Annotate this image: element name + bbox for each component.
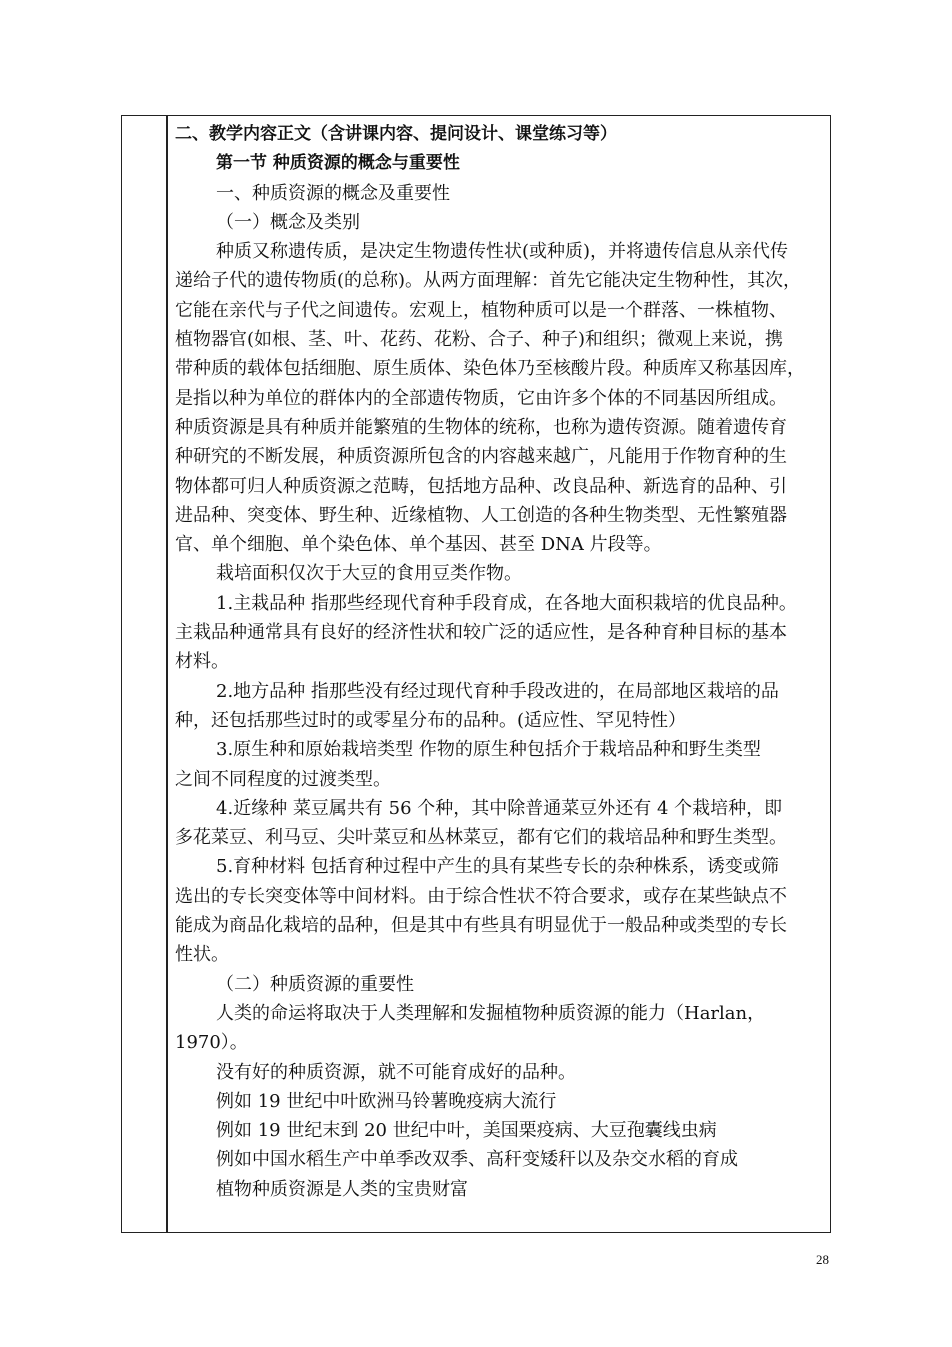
content-cell (175, 120, 827, 1228)
text-line: （一）概念及类别 (216, 211, 360, 233)
text-line: 材料。 (175, 651, 229, 673)
text-line: 主栽品种通常具有良好的经济性状和较广泛的适应性，是各种育种目标的基本 (175, 622, 787, 644)
section-title: 第一节 种质资源的概念与重要性 (216, 153, 460, 174)
text-line: 1.主栽品种 指那些经现代育种手段育成，在各地大面积栽培的优良品种。 (216, 592, 797, 614)
text-line: 物体都可归人种质资源之范畴，包括地方品种、改良品种、新选育的品种、引 (175, 475, 787, 497)
text-line: 4.近缘种 菜豆属共有 56 个种，其中除普通菜豆外还有 4 个栽培种，即 (216, 797, 783, 819)
text-line: 5.育种材料 包括育种过程中产生的具有某些专长的杂种株系，诱变或筛 (216, 856, 779, 878)
text-line: 例如 19 世纪中叶欧洲马铃薯晚疫病大流行 (216, 1090, 557, 1112)
text-line: 栽培面积仅次于大豆的食用豆类作物。 (216, 563, 522, 585)
text-line: 选出的专长突变体等中间材料。由于综合性状不符合要求，或存在某些缺点不 (175, 885, 787, 907)
page-number: 28 (816, 1252, 829, 1267)
text-line: 之间不同程度的过渡类型。 (175, 768, 391, 790)
text-line: 3.原生种和原始栽培类型 作物的原生种包括介于栽培品种和野生类型 (216, 739, 761, 761)
text-line: 性状。 (175, 944, 229, 966)
text-line: 进品种、突变体、野生种、近缘植物、人工创造的各种生物类型、无性繁殖器 (175, 504, 787, 526)
text-line: 种，还包括那些过时的或零星分布的品种。(适应性、罕见特性） (175, 709, 687, 731)
text-line: 例如中国水稻生产中单季改双季、高秆变矮秆以及杂交水稻的育成 (216, 1149, 738, 1171)
text-line: 2.地方品种 指那些没有经过现代育种手段改进的，在局部地区栽培的品 (216, 680, 779, 702)
body-text (175, 179, 827, 1204)
text-line: 人类的命运将取决于人类理解和发掘植物种质资源的能力（Harlan， (216, 1002, 766, 1024)
text-line: 例如 19 世纪末到 20 世纪中叶，美国栗疫病、大豆孢囊线虫病 (216, 1120, 717, 1142)
section-heading: 二、教学内容正文（含讲课内容、提问设计、课堂练习等） (175, 124, 617, 144)
text-line: 官、单个细胞、单个染色体、单个基因、甚至 DNA 片段等。 (175, 534, 662, 556)
text-line: 能成为商品化栽培的品种，但是其中有些具有明显优于一般品种或类型的专长 (175, 915, 787, 937)
text-line: 1970）。 (175, 1032, 248, 1054)
text-line: 一、种质资源的概念及重要性 (216, 182, 450, 204)
text-line: 多花菜豆、利马豆、尖叶菜豆和丛林菜豆，都有它们的栽培品种和野生类型。 (175, 827, 787, 849)
text-line: 没有好的种质资源，就不可能育成好的品种。 (216, 1061, 576, 1083)
text-line: 它能在亲代与子代之间遗传。宏观上，植物种质可以是一个群落、一株植物、 (175, 299, 787, 321)
text-line: 是指以种为单位的群体内的全部遗传物质，它由许多个体的不同基因所组成。 (175, 387, 787, 409)
text-line: 种质又称遗传质，是决定生物遗传性状(或种质)，并将遗传信息从亲代传 (216, 241, 789, 263)
text-line: 种质资源是具有种质并能繁殖的生物体的统称，也称为遗传资源。随着遗传育 (175, 416, 787, 438)
text-line: 植物器官(如根、茎、叶、花药、花粉、合子、种子)和组织；微观上来说，携 (175, 329, 784, 351)
column-divider (166, 116, 168, 1232)
text-line: 递给子代的遗传物质(的总称)。从两方面理解：首先它能决定生物种性，其次， (175, 270, 802, 292)
text-line: （二）种质资源的重要性 (216, 973, 414, 995)
text-line: 带种质的载体包括细胞、原生质体、染色体乃至核酸片段。种质库又称基因库， (175, 358, 805, 380)
content-table (121, 115, 831, 1233)
text-line: 种研究的不断发展，种质资源所包含的内容越来越广，凡能用于作物育种的生 (175, 446, 787, 468)
text-line: 植物种质资源是人类的宝贵财富 (216, 1178, 468, 1200)
